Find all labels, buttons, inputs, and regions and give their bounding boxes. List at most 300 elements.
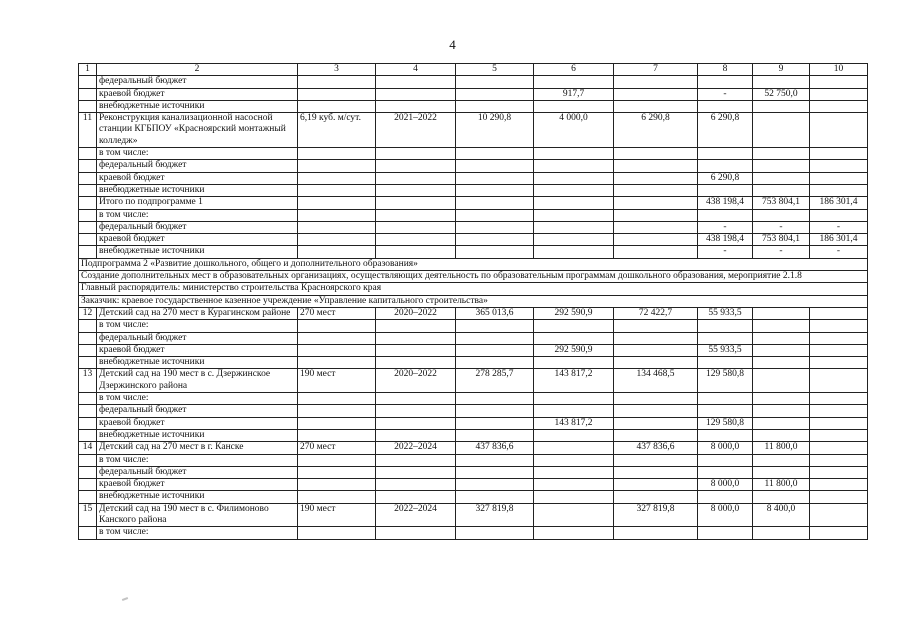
column-header: 8 (698, 64, 753, 76)
value-cell (753, 76, 810, 88)
name-cell: внебюджетные источники (97, 429, 298, 441)
value-cell (810, 491, 868, 503)
column-header: 4 (376, 64, 456, 76)
table-row (79, 88, 868, 100)
value-cell (456, 148, 534, 160)
value-cell (810, 344, 868, 356)
name-cell: федеральный бюджет (97, 332, 298, 344)
value-cell (298, 344, 376, 356)
row-number-cell (79, 479, 97, 491)
value-cell: 2020–2022 (376, 307, 456, 319)
name-cell: Детский сад на 270 мест в г. Канске (97, 442, 298, 454)
name-cell: внебюджетные источники (97, 491, 298, 503)
value-cell (698, 527, 753, 539)
value-cell (298, 246, 376, 258)
value-cell (698, 100, 753, 112)
scan-speck (122, 597, 128, 601)
table-row (79, 479, 868, 491)
value-cell (614, 479, 698, 491)
value-cell: 437 836,6 (456, 442, 534, 454)
value-cell (698, 160, 753, 172)
value-cell (456, 332, 534, 344)
value-cell (456, 454, 534, 466)
table-row (79, 491, 868, 503)
table-row (79, 442, 868, 454)
value-cell: 365 013,6 (456, 307, 534, 319)
value-cell (810, 466, 868, 478)
table-row (79, 357, 868, 369)
value-cell (534, 527, 614, 539)
value-cell (810, 527, 868, 539)
value-cell (456, 320, 534, 332)
section-text: Подпрограмма 2 «Развитие дошкольного, общего и дополнительного образования» (79, 258, 868, 270)
value-cell (698, 429, 753, 441)
value-cell: - (753, 221, 810, 233)
value-cell: 6 290,8 (698, 172, 753, 184)
row-number-cell (79, 466, 97, 478)
value-cell (456, 197, 534, 209)
value-cell (376, 320, 456, 332)
header-row (79, 64, 868, 76)
table-row (79, 332, 868, 344)
value-cell (614, 197, 698, 209)
column-header: 1 (79, 64, 97, 76)
table-row (79, 527, 868, 539)
value-cell: 186 301,4 (810, 197, 868, 209)
value-cell (614, 429, 698, 441)
name-cell: федеральный бюджет (97, 76, 298, 88)
value-cell: - (753, 246, 810, 258)
section-row (79, 295, 868, 307)
value-cell (298, 172, 376, 184)
section-row (79, 258, 868, 270)
value-cell: 129 580,8 (698, 369, 753, 393)
table-row (79, 221, 868, 233)
value-cell (456, 405, 534, 417)
value-cell (614, 100, 698, 112)
value-cell (614, 76, 698, 88)
value-cell: 190 мест (298, 369, 376, 393)
row-number-cell: 14 (79, 442, 97, 454)
column-header: 7 (614, 64, 698, 76)
value-cell (456, 417, 534, 429)
value-cell (376, 76, 456, 88)
value-cell (810, 357, 868, 369)
value-cell: 143 817,2 (534, 417, 614, 429)
value-cell (614, 148, 698, 160)
value-cell (298, 160, 376, 172)
value-cell (753, 454, 810, 466)
value-cell (534, 76, 614, 88)
value-cell (614, 221, 698, 233)
value-cell (456, 221, 534, 233)
row-number-cell: 11 (79, 113, 97, 148)
value-cell (534, 429, 614, 441)
row-number-cell (79, 209, 97, 221)
value-cell (753, 160, 810, 172)
value-cell (614, 184, 698, 196)
section-text: Создание дополнительных мест в образовательных организациях, осуществляющих деятельность по образовательным программам дошкольного образования, мероприятие 2.1.8 (79, 271, 868, 283)
value-cell: 2020–2022 (376, 369, 456, 393)
value-cell (298, 197, 376, 209)
value-cell (456, 246, 534, 258)
value-cell: 11 800,0 (753, 442, 810, 454)
row-number-cell (79, 76, 97, 88)
value-cell (753, 369, 810, 393)
value-cell (298, 454, 376, 466)
value-cell: - (698, 221, 753, 233)
value-cell (534, 479, 614, 491)
value-cell (614, 246, 698, 258)
value-cell (376, 148, 456, 160)
value-cell (376, 88, 456, 100)
row-number-cell (79, 393, 97, 405)
value-cell (534, 234, 614, 246)
value-cell (376, 197, 456, 209)
value-cell (534, 246, 614, 258)
section-text: Главный распорядитель: министерство строительства Красноярского края (79, 283, 868, 295)
value-cell: 2021–2022 (376, 113, 456, 148)
value-cell: 55 933,5 (698, 307, 753, 319)
table-row (79, 184, 868, 196)
value-cell (534, 197, 614, 209)
name-cell: краевой бюджет (97, 234, 298, 246)
section-row (79, 271, 868, 283)
row-number-cell (79, 246, 97, 258)
column-header: 9 (753, 64, 810, 76)
value-cell (753, 429, 810, 441)
value-cell (534, 466, 614, 478)
name-cell: краевой бюджет (97, 344, 298, 356)
value-cell (614, 172, 698, 184)
value-cell (698, 454, 753, 466)
value-cell (298, 100, 376, 112)
value-cell (534, 221, 614, 233)
value-cell (298, 76, 376, 88)
value-cell (376, 160, 456, 172)
value-cell (753, 148, 810, 160)
value-cell (753, 320, 810, 332)
column-header: 3 (298, 64, 376, 76)
value-cell: 270 мест (298, 307, 376, 319)
value-cell (753, 466, 810, 478)
value-cell (456, 429, 534, 441)
name-cell: Детский сад на 190 мест в с. Филимоново Канского района (97, 503, 298, 527)
value-cell (810, 113, 868, 148)
value-cell (376, 209, 456, 221)
value-cell (698, 405, 753, 417)
value-cell (614, 344, 698, 356)
value-cell (810, 369, 868, 393)
value-cell: 55 933,5 (698, 344, 753, 356)
section-text: Заказчик: краевое государственное казенное учреждение «Управление капитального строительства» (79, 295, 868, 307)
value-cell (614, 332, 698, 344)
value-cell (534, 209, 614, 221)
value-cell (698, 357, 753, 369)
value-cell (534, 100, 614, 112)
value-cell (753, 491, 810, 503)
table-row (79, 417, 868, 429)
value-cell (456, 466, 534, 478)
value-cell (810, 417, 868, 429)
value-cell: 72 422,7 (614, 307, 698, 319)
value-cell (298, 148, 376, 160)
value-cell (614, 160, 698, 172)
section-row (79, 283, 868, 295)
table-row (79, 160, 868, 172)
value-cell (614, 405, 698, 417)
value-cell (614, 491, 698, 503)
value-cell (456, 100, 534, 112)
value-cell (456, 184, 534, 196)
name-cell: внебюджетные источники (97, 246, 298, 258)
value-cell (456, 88, 534, 100)
value-cell (534, 172, 614, 184)
value-cell: 917,7 (534, 88, 614, 100)
value-cell (810, 172, 868, 184)
table-row (79, 148, 868, 160)
value-cell: 8 000,0 (698, 479, 753, 491)
value-cell (298, 184, 376, 196)
value-cell (810, 442, 868, 454)
name-cell: Детский сад на 190 мест в с. Дзержинское Дзержинского района (97, 369, 298, 393)
value-cell (753, 113, 810, 148)
table-row (79, 429, 868, 441)
value-cell (456, 344, 534, 356)
table-row (79, 503, 868, 527)
name-cell: внебюджетные источники (97, 184, 298, 196)
value-cell (298, 221, 376, 233)
value-cell (698, 209, 753, 221)
value-cell: 143 817,2 (534, 369, 614, 393)
value-cell (753, 393, 810, 405)
value-cell (753, 417, 810, 429)
value-cell (810, 100, 868, 112)
row-number-cell (79, 88, 97, 100)
value-cell (698, 320, 753, 332)
value-cell (698, 466, 753, 478)
row-number-cell (79, 320, 97, 332)
value-cell (456, 172, 534, 184)
value-cell: 438 198,4 (698, 197, 753, 209)
value-cell (376, 429, 456, 441)
name-cell: в том числе: (97, 454, 298, 466)
table-row (79, 100, 868, 112)
table-row (79, 369, 868, 393)
value-cell (614, 417, 698, 429)
name-cell: федеральный бюджет (97, 221, 298, 233)
row-number-cell (79, 100, 97, 112)
column-header: 2 (97, 64, 298, 76)
value-cell: 753 804,1 (753, 197, 810, 209)
value-cell (298, 405, 376, 417)
column-header: 6 (534, 64, 614, 76)
value-cell (614, 88, 698, 100)
value-cell: 327 819,8 (614, 503, 698, 527)
table-row (79, 197, 868, 209)
table-body (79, 64, 868, 540)
value-cell: - (810, 246, 868, 258)
column-header: 10 (810, 64, 868, 76)
value-cell (534, 184, 614, 196)
value-cell (534, 503, 614, 527)
table-row (79, 344, 868, 356)
value-cell: 129 580,8 (698, 417, 753, 429)
name-cell: федеральный бюджет (97, 160, 298, 172)
value-cell: 270 мест (298, 442, 376, 454)
value-cell: 2022–2024 (376, 442, 456, 454)
row-number-cell (79, 221, 97, 233)
row-number-cell (79, 357, 97, 369)
name-cell: Реконструкция канализационной насосной станции КГБПОУ «Красноярский монтажный колледж» (97, 113, 298, 148)
value-cell: 437 836,6 (614, 442, 698, 454)
value-cell (810, 209, 868, 221)
name-cell: в том числе: (97, 148, 298, 160)
value-cell (298, 491, 376, 503)
value-cell (753, 100, 810, 112)
value-cell: 4 000,0 (534, 113, 614, 148)
value-cell (298, 417, 376, 429)
value-cell (376, 344, 456, 356)
value-cell (376, 234, 456, 246)
value-cell (753, 405, 810, 417)
value-cell: 327 819,8 (456, 503, 534, 527)
value-cell (298, 88, 376, 100)
value-cell (753, 344, 810, 356)
name-cell: внебюджетные источники (97, 357, 298, 369)
value-cell (810, 148, 868, 160)
value-cell (376, 527, 456, 539)
value-cell (810, 88, 868, 100)
table-row (79, 246, 868, 258)
value-cell (753, 332, 810, 344)
value-cell (376, 454, 456, 466)
value-cell (534, 442, 614, 454)
value-cell (534, 405, 614, 417)
value-cell: 8 000,0 (698, 503, 753, 527)
value-cell (810, 429, 868, 441)
row-number-cell (79, 332, 97, 344)
name-cell: в том числе: (97, 209, 298, 221)
value-cell (456, 357, 534, 369)
value-cell: 6 290,8 (698, 113, 753, 148)
value-cell (698, 184, 753, 196)
value-cell (614, 209, 698, 221)
value-cell (298, 393, 376, 405)
name-cell: краевой бюджет (97, 88, 298, 100)
value-cell (376, 221, 456, 233)
row-number-cell (79, 234, 97, 246)
value-cell (753, 209, 810, 221)
budget-table (78, 63, 868, 540)
table-row (79, 234, 868, 246)
value-cell: 753 804,1 (753, 234, 810, 246)
value-cell (298, 479, 376, 491)
value-cell (376, 393, 456, 405)
value-cell (698, 393, 753, 405)
row-number-cell (79, 184, 97, 196)
value-cell (753, 307, 810, 319)
value-cell: 6,19 куб. м/сут. (298, 113, 376, 148)
row-number-cell (79, 429, 97, 441)
value-cell (698, 76, 753, 88)
name-cell: в том числе: (97, 320, 298, 332)
value-cell (456, 479, 534, 491)
value-cell: - (698, 88, 753, 100)
name-cell: в том числе: (97, 393, 298, 405)
name-cell: краевой бюджет (97, 172, 298, 184)
value-cell (376, 479, 456, 491)
value-cell (698, 148, 753, 160)
name-cell: внебюджетные источники (97, 100, 298, 112)
name-cell: краевой бюджет (97, 479, 298, 491)
value-cell: 11 800,0 (753, 479, 810, 491)
row-number-cell (79, 160, 97, 172)
value-cell (456, 393, 534, 405)
value-cell (456, 160, 534, 172)
value-cell: 292 590,9 (534, 307, 614, 319)
value-cell (298, 332, 376, 344)
value-cell: 438 198,4 (698, 234, 753, 246)
value-cell (298, 209, 376, 221)
value-cell: 6 290,8 (614, 113, 698, 148)
value-cell (810, 320, 868, 332)
row-number-cell (79, 405, 97, 417)
value-cell (614, 454, 698, 466)
value-cell (698, 332, 753, 344)
table-row (79, 76, 868, 88)
name-cell: Итого по подпрограмме 1 (97, 197, 298, 209)
value-cell (298, 234, 376, 246)
table-row (79, 209, 868, 221)
value-cell: 8 400,0 (753, 503, 810, 527)
value-cell (376, 357, 456, 369)
row-number-cell (79, 197, 97, 209)
value-cell (376, 172, 456, 184)
table-row (79, 454, 868, 466)
value-cell (614, 527, 698, 539)
table-row (79, 405, 868, 417)
table-row (79, 320, 868, 332)
value-cell: 10 290,8 (456, 113, 534, 148)
value-cell: - (698, 246, 753, 258)
value-cell (298, 466, 376, 478)
value-cell (456, 76, 534, 88)
row-number-cell: 13 (79, 369, 97, 393)
value-cell: 278 285,7 (456, 369, 534, 393)
value-cell (614, 466, 698, 478)
value-cell: 190 мест (298, 503, 376, 527)
value-cell (753, 527, 810, 539)
name-cell: Детский сад на 270 мест в Курагинском районе (97, 307, 298, 319)
value-cell (810, 479, 868, 491)
row-number-cell (79, 454, 97, 466)
value-cell (753, 184, 810, 196)
name-cell: федеральный бюджет (97, 405, 298, 417)
table-row (79, 113, 868, 148)
value-cell (376, 100, 456, 112)
value-cell (534, 454, 614, 466)
value-cell (534, 357, 614, 369)
value-cell (376, 246, 456, 258)
value-cell (810, 454, 868, 466)
row-number-cell: 15 (79, 503, 97, 527)
name-cell: в том числе: (97, 527, 298, 539)
value-cell (298, 429, 376, 441)
value-cell: - (810, 221, 868, 233)
value-cell (456, 234, 534, 246)
value-cell (534, 160, 614, 172)
